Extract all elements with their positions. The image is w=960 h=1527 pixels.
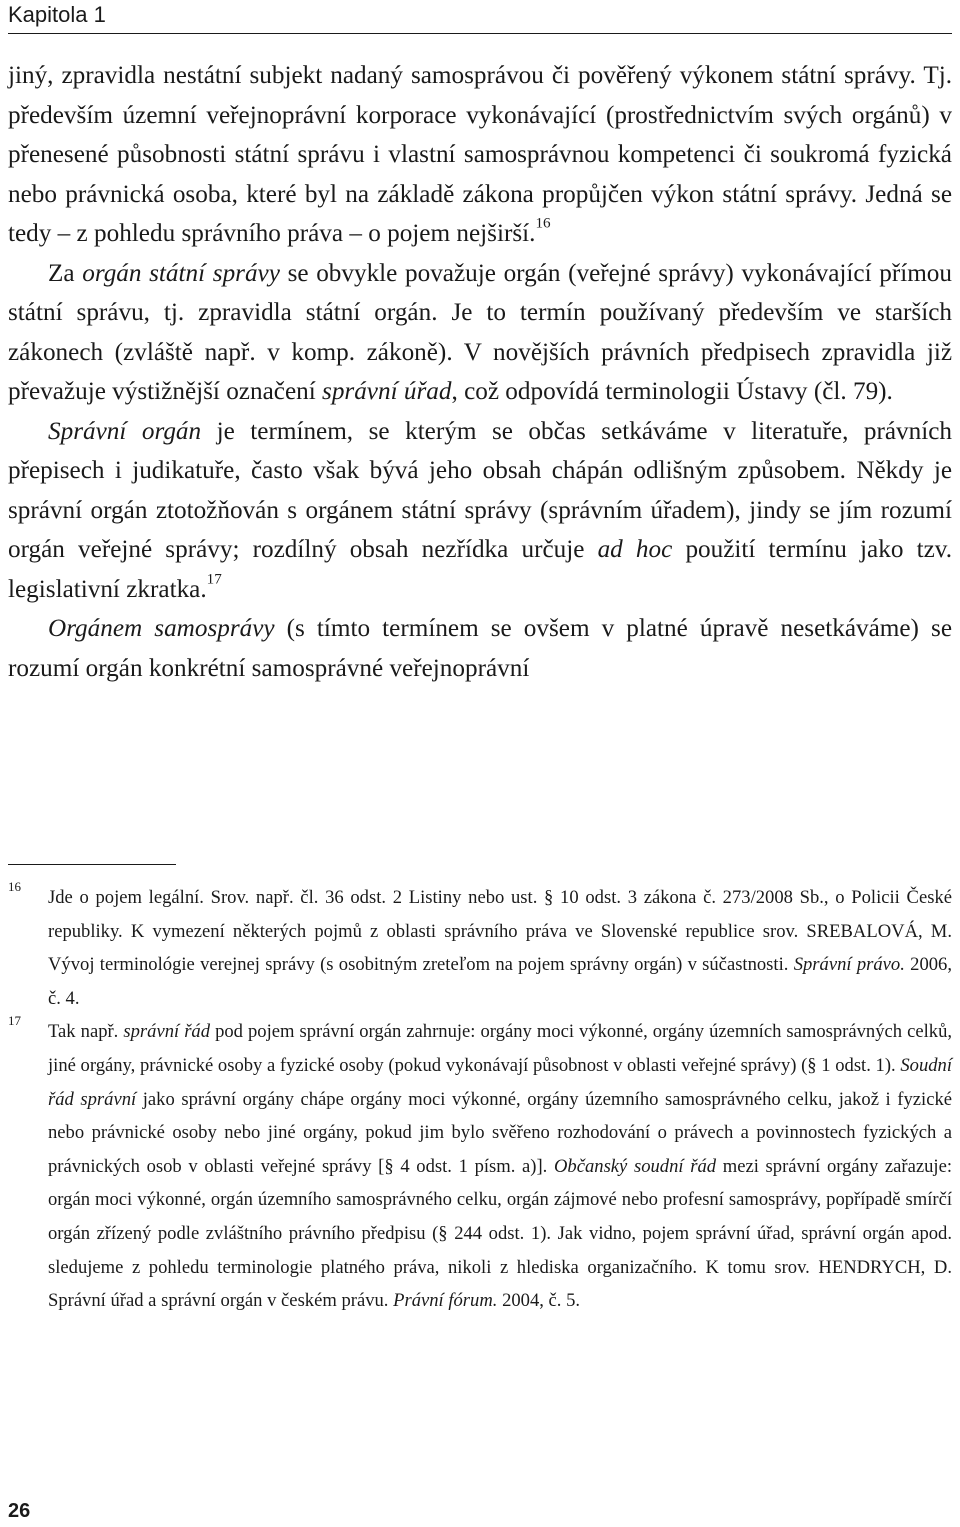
emphasized-text: ad hoc — [597, 536, 673, 563]
footnote-reference: 17 — [206, 570, 222, 587]
footnote-separator — [8, 864, 176, 865]
emphasized-text: Správní orgán — [48, 417, 202, 445]
paragraph-1 — [8, 56, 952, 254]
footnote-text — [48, 1021, 952, 1311]
main-text — [8, 56, 952, 688]
text-run: se obvykle považuje orgán (veřejné správy) vykonávající přímou státní správu, tj. zpravidla státní orgán. Je to termín používaný především ve starších zákonech (zvláště např. v komp. zákoně). V novějších právních předpisech zpravidla již převažuje výstižnější označení — [8, 259, 952, 405]
footnote-reference: 16 — [535, 215, 551, 232]
paragraph-3 — [8, 412, 952, 610]
footnote-text — [48, 887, 952, 1009]
emphasized-text: Právní fórum. — [393, 1290, 498, 1312]
chapter-title: Kapitola 1 — [8, 2, 106, 27]
text-run: jiný, zpravidla nestátní subjekt nadaný samosprávou či pověřený výkonem státní správy. Tj. především územní veřejnoprávní korporace vykonávající (prostřednictvím svých orgánů) v přenesené působnosti státní správu i vlastní samosprávnou kompetenci či soukromá fyzická nebo právnická osoba, které byl na základě zákona propůjčen výkon státní správy. Jedná se tedy – z pohledu správního práva – o pojem nejširší. — [8, 62, 952, 247]
emphasized-text: Soudní řád správní — [48, 1054, 952, 1110]
text-run: Jde o pojem legální. Srov. např. čl. 36 odst. 2 Listiny nebo ust. § 10 odst. 3 zákona č. 273/2008 Sb., o Policii České republiky. K vymezení některých pojmů z oblasti správního práva ve Slovenské republice srov. SREBALOVÁ, M. Vývoj terminológie verejnej správy (s osobitným zreteľom na pojem správny orgán) v súčastnosti. — [48, 887, 952, 976]
text-run: použití termínu jako tzv. legislativní zkratka. — [8, 536, 953, 603]
header-rule — [8, 33, 952, 34]
footnote-16 — [8, 881, 952, 1015]
text-run: 2006, č. 4. — [48, 954, 952, 1009]
text-run: (s tímto termínem se ovšem v platné úpravě nesetkáváme) se rozumí orgán konkrétní samosprávné veřejnoprávní — [8, 615, 952, 682]
paragraph-4 — [8, 609, 952, 688]
page-number: 26 — [8, 1500, 31, 1522]
text-run: mezi správní orgány zařazuje: orgán moci výkonné, orgán územního samosprávného celku, orgán zájmové nebo profesní samosprávy, popřípadě smírčí orgán zřízený podle zvláštního právního předpisu (§ 244 odst. 1). Jak vidno, pojem správní úřad, správní orgán apod. sledujeme z pohledu terminologie platného práva, nikoli z hlediska organizačního. K tomu srov. HENDRYCH, D. Správní úřad a správní orgán v českém právu. — [48, 1155, 952, 1312]
emphasized-text: správní řád — [123, 1021, 211, 1043]
footnote-number: 17 — [8, 1013, 21, 1029]
emphasized-text: správní úřad — [322, 378, 452, 405]
paragraph-2 — [8, 254, 952, 412]
page-header — [8, 0, 952, 36]
text-run: je termínem, se kterým se občas setkáváme v literatuře, právních přepisech i judikatuře, často však bývá jeho obsah chápán odlišným způsobem. Někdy je správní orgán ztotožňován s orgánem státní správy (správním úřadem), jindy se jím rozumí orgán veřejné správy; rozdílný obsah nezřídka určuje — [8, 417, 952, 563]
footnote-number: 16 — [8, 879, 21, 894]
text-run: pod pojem správní orgán zahrnuje: orgány moci výkonné, orgány územních samosprávných celků, jiné orgány, právnické osoby a fyzické osoby (pokud vykonávají působnost v oblasti veřejné správy) (§ 1 odst. 1). — [48, 1021, 953, 1076]
footnote-17 — [8, 1015, 952, 1317]
text-run: jako správní orgány chápe orgány moci výkonné, orgány územního samosprávného celku, jakož i fyzické nebo právnické osoby nebo jiné orgány, pokud jim bylo svěřeno rozhodování o právech a povinnostech fyzických a právnických osob v oblasti veřejné správy [§ 4 odst. 1 písm. a)]. — [48, 1088, 952, 1177]
text-run: 2004, č. 5. — [497, 1290, 581, 1312]
emphasized-text: Orgánem samosprávy — [48, 615, 275, 642]
text-run: , což odpovídá terminologii Ústavy (čl. 79). — [451, 378, 893, 405]
emphasized-text: orgán státní správy — [82, 259, 280, 287]
emphasized-text: Správní právo. — [793, 954, 905, 976]
emphasized-text: Občanský soudní řád — [554, 1155, 717, 1177]
text-run: Tak např. — [48, 1021, 124, 1043]
footnotes — [8, 881, 952, 1318]
text-run: Za — [48, 259, 83, 287]
